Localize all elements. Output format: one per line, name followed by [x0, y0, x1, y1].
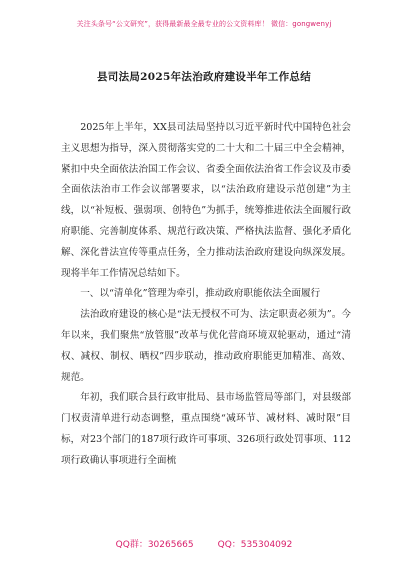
body-paragraph: 2025年上半年，XX县司法局坚持以习近平新时代中国特色社会主义思想为指导，深入贯彻落实党的二十大和二十届三中全会精神，紧扣中央全面依法治国工作会议、省委全面依法治省工作会议及市委全面依法治市工作会议部署要求，以“法治政府建设示范创建”为主线，以“补短板、强弱项、创特色”为抓手，统筹推进依法全面履行政府职能、完善制度体系、规范行政决策、严格执法监督、强化矛盾化解、深化普法宣传等重点任务，全力推动法治政府建设向纵深发展。现将半年工作情况总结如下。: [61, 122, 351, 279]
qq-group-number: QQ群：30265665: [115, 540, 194, 550]
promo-banner: 关注头条号“公文研究”，获得最新最全最专业的公文资料库！ 微信：gongwenyj: [76, 20, 332, 28]
body-paragraph: 法治政府建设的核心是“法无授权不可为、法定职责必须为”。今年以来，我们聚焦“放管服”改革与优化营商环境双轮驱动，通过“清权、减权、制权、晒权”四步联动，推动政府职能更加精准、高效、规范。: [61, 309, 351, 383]
document-title: 县司法局2025年法治政府建设半年工作总结: [96, 71, 312, 83]
section-heading: 一、以“清单化”管理为牵引，推动政府职能依法全面履行: [80, 288, 321, 300]
contact-footer: [0, 537, 408, 550]
body-paragraph: 年初，我们联合县行政审批局、县市场监管局等部门，对县级部门权责清单进行动态调整，重点围绕“减环节、减材料、减时限”目标，对23个部门的187项行政许可事项、326项行政处罚事项、112项行政确认事项进行全面梳: [61, 392, 351, 466]
qq-number: QQ：535304092: [217, 540, 293, 550]
document-body: [61, 118, 351, 472]
